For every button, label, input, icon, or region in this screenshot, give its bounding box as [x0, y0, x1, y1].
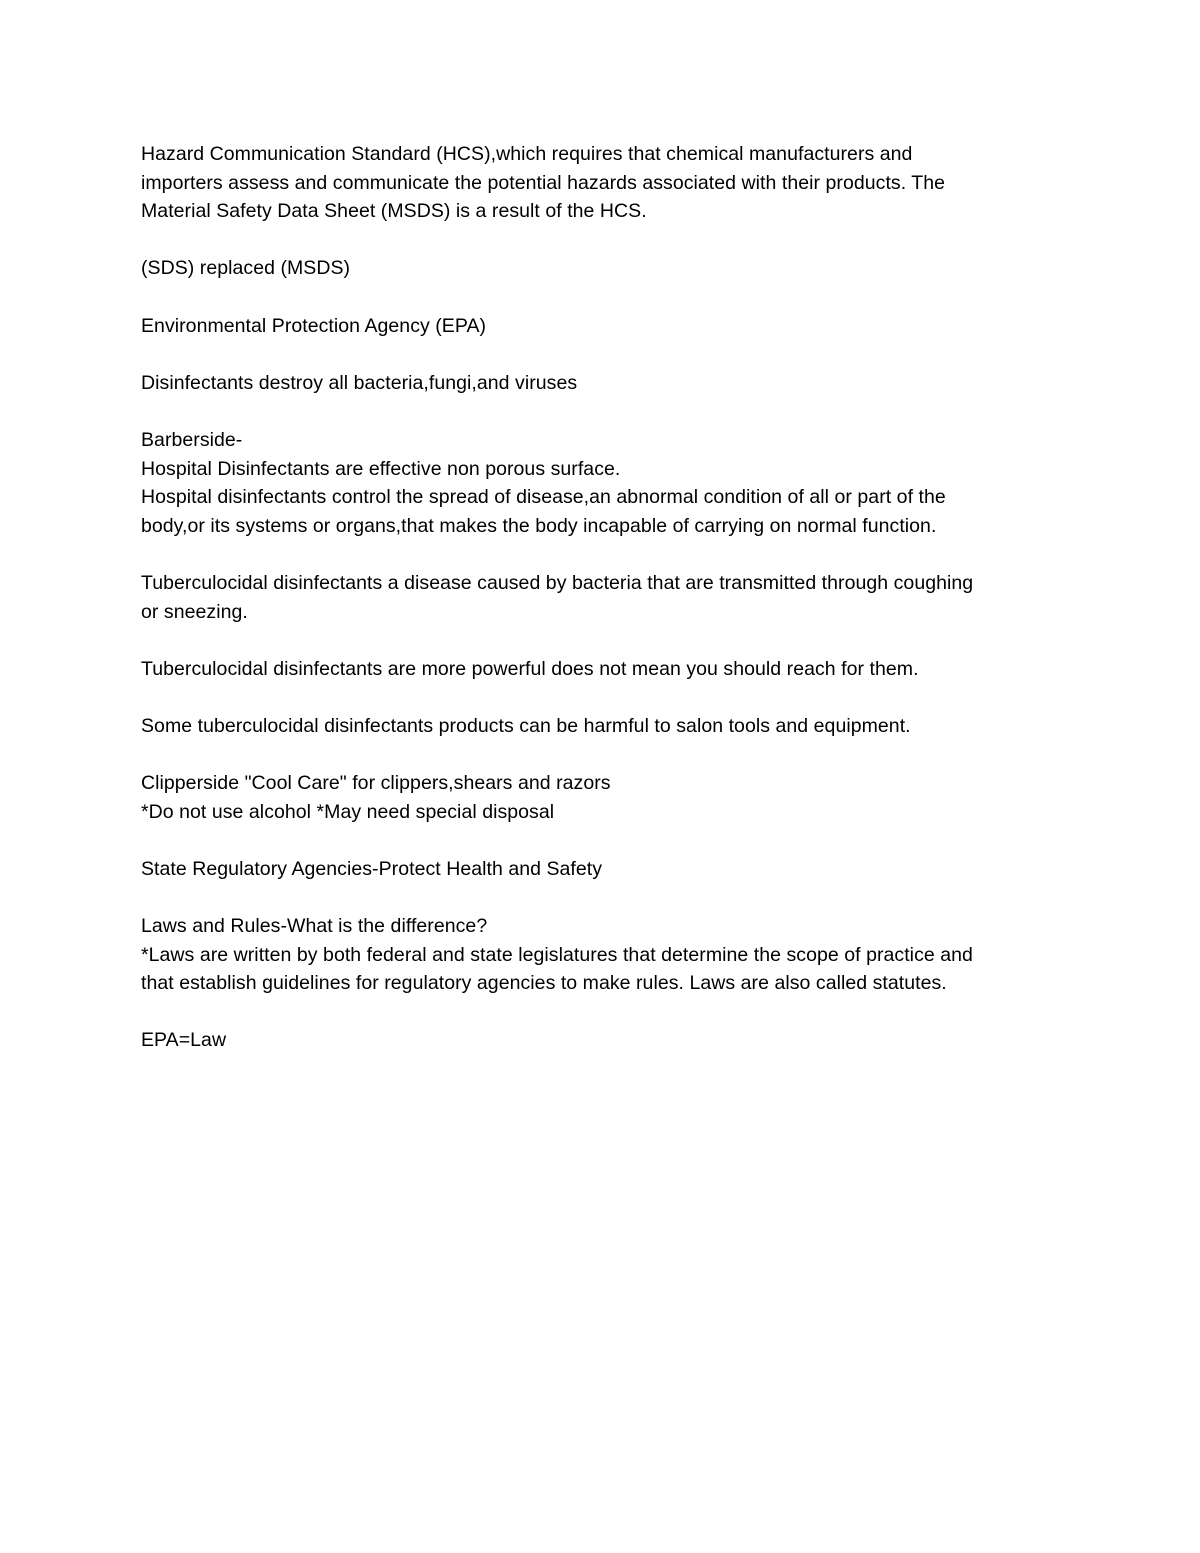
paragraph-epa-law	[141, 1026, 1071, 1055]
paragraph-tuberculocidal-powerful	[141, 655, 1071, 684]
text-line: Clipperside "Cool Care" for clippers,shears and razors	[141, 772, 611, 795]
text-line: body,or its systems or organs,that makes the body incapable of carrying on normal function.	[141, 514, 937, 537]
text-line: Tuberculocidal disinfectants are more powerful does not mean you should reach for them.	[141, 657, 919, 680]
text-line: Hospital disinfectants control the spread of disease,an abnormal condition of all or part of the	[141, 486, 946, 509]
text-line: *Do not use alcohol *May need special disposal	[141, 800, 555, 823]
paragraph-clipperside	[141, 769, 1071, 826]
text-line: Hospital Disinfectants are effective non porous surface.	[141, 457, 621, 480]
paragraph-hcs	[141, 140, 1071, 226]
text-line: Environmental Protection Agency (EPA)	[141, 314, 487, 337]
text-line: (SDS) replaced (MSDS)	[141, 257, 351, 280]
text-line: that establish guidelines for regulatory agencies to make rules. Laws are also called statutes.	[141, 972, 947, 995]
paragraph-barberside	[141, 426, 1071, 540]
paragraph-laws-rules	[141, 912, 1071, 998]
text-line: *Laws are written by both federal and state legislatures that determine the scope of practice and	[141, 943, 973, 966]
text-line: Tuberculocidal disinfectants a disease caused by bacteria that are transmitted through coughing	[141, 571, 974, 594]
text-line: Laws and Rules-What is the difference?	[141, 915, 488, 938]
paragraph-disinfectants	[141, 369, 1071, 398]
text-line: Hazard Communication Standard (HCS),which requires that chemical manufacturers and	[141, 143, 913, 165]
document-body	[141, 140, 1071, 1084]
text-line: State Regulatory Agencies-Protect Health and Safety	[141, 857, 603, 880]
paragraph-state-agencies	[141, 855, 1071, 884]
text-line: EPA=Law	[141, 1029, 227, 1052]
text-line: Disinfectants destroy all bacteria,fungi,and viruses	[141, 371, 578, 394]
text-line: or sneezing.	[141, 600, 248, 623]
text-line: Material Safety Data Sheet (MSDS) is a result of the HCS.	[141, 200, 647, 223]
paragraph-tuberculocidal-disease	[141, 569, 1071, 626]
paragraph-tuberculocidal-harmful	[141, 712, 1071, 741]
paragraph-sds	[141, 254, 1071, 283]
text-line: importers assess and communicate the potential hazards associated with their products. The	[141, 171, 946, 194]
paragraph-epa	[141, 312, 1071, 341]
text-line: Barberside-	[141, 428, 243, 451]
text-line: Some tuberculocidal disinfectants products can be harmful to salon tools and equipment.	[141, 714, 911, 737]
